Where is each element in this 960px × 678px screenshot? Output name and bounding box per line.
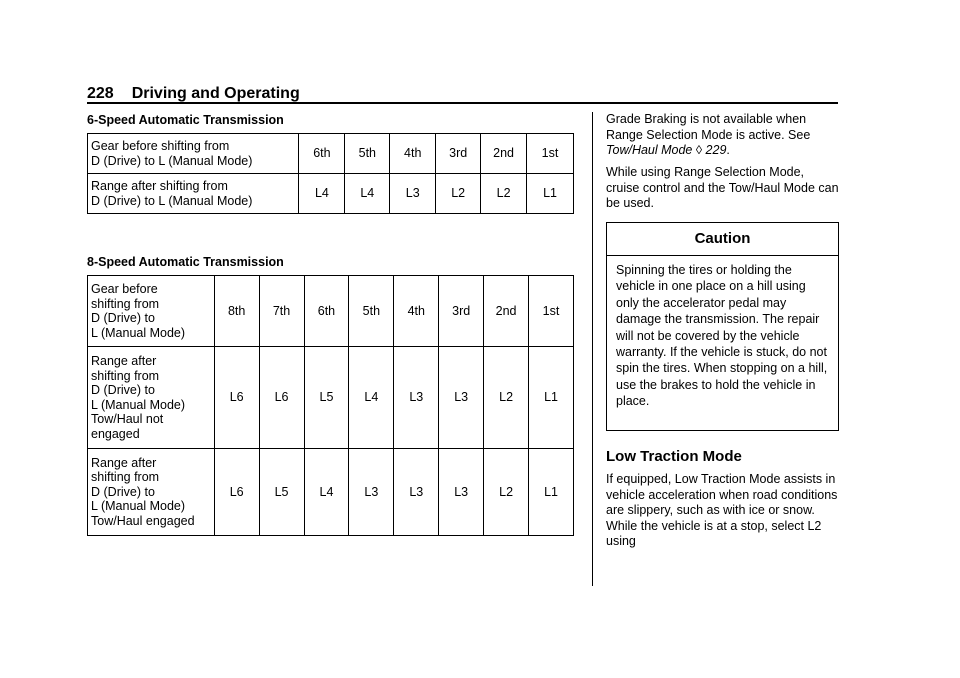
table-cell: L4 (349, 347, 394, 449)
paragraph-text: If equipped, Low Traction Mode assists in vehicle acceleration when road conditions are slippery, such as with ice or snow. While the vehicle is at a stop, select L2 using (606, 472, 838, 548)
page-number: 228 (87, 85, 114, 102)
row-label-text: Range after shifting from D (Drive) to L (Manual Mode) Tow/Haul engaged (91, 455, 195, 528)
chapter-title: Driving and Operating (131, 85, 300, 102)
table-cell: 2nd (484, 276, 529, 347)
table-row (88, 174, 574, 214)
paragraph-text: Grade Braking is not available when Range Selection Mode is active. See (606, 112, 811, 142)
table-cell: L3 (394, 449, 439, 536)
table-cell: 8th (214, 276, 259, 347)
table-row (88, 347, 574, 449)
table-cell: L1 (529, 449, 574, 536)
table-cell: L2 (436, 174, 481, 214)
table-cell: 3rd (439, 276, 484, 347)
page-header (87, 84, 838, 104)
paragraph-end: . (726, 143, 730, 157)
table-cell: L3 (349, 449, 394, 536)
header-rule (87, 102, 838, 104)
row-label-text: Range after shifting from D (Drive) to L (Manual Mode) Tow/Haul not engaged (91, 354, 186, 441)
table-cell: L1 (529, 347, 574, 449)
table-cell: L2 (484, 347, 529, 449)
table-cell: L5 (304, 347, 349, 449)
table-cell: 4th (394, 276, 439, 347)
table-cell: 1st (529, 276, 574, 347)
table-cell: 4th (390, 134, 436, 174)
table-cell: 7th (259, 276, 304, 347)
row-label (88, 174, 299, 214)
tow-haul-mode-link[interactable]: Tow/Haul Mode (606, 143, 693, 157)
table-cell: L2 (484, 449, 529, 536)
range-selection-paragraph (606, 165, 840, 212)
table-cell: L6 (214, 347, 259, 449)
row-label (88, 347, 215, 449)
table-row (88, 134, 574, 174)
row-label-text: Gear before shifting from D (Drive) to L (Manual Mode) (91, 282, 186, 340)
table-cell: 6th (299, 134, 345, 174)
low-traction-paragraph (606, 472, 840, 550)
column-divider (592, 112, 593, 586)
row-label (88, 449, 215, 536)
eight-speed-table (87, 275, 574, 536)
table-cell: L4 (304, 449, 349, 536)
table-cell: L4 (345, 174, 390, 214)
table-cell: L2 (481, 174, 527, 214)
table-row (88, 276, 574, 347)
page-ref-icon: ◊ (695, 143, 703, 157)
six-speed-table (87, 133, 574, 214)
table-cell: L3 (390, 174, 436, 214)
row-label-text: Range after shifting from D (Drive) to L (Manual Mode) (91, 179, 253, 208)
paragraph-text: While using Range Selection Mode, cruise control and the Tow/Haul Mode can be used. (606, 165, 839, 210)
table-cell: L1 (527, 174, 574, 214)
table-cell: L3 (439, 347, 484, 449)
row-label-text: Gear before shifting from D (Drive) to L (Manual Mode) (91, 139, 253, 168)
table-cell: 6th (304, 276, 349, 347)
table-row (88, 449, 574, 536)
table-cell: L3 (439, 449, 484, 536)
table-cell: L6 (259, 347, 304, 449)
table-cell: L5 (259, 449, 304, 536)
table-cell: 3rd (436, 134, 481, 174)
table-cell: 5th (349, 276, 394, 347)
table-cell: L4 (299, 174, 345, 214)
row-label (88, 134, 299, 174)
table-cell: 5th (345, 134, 390, 174)
row-label (88, 276, 215, 347)
caution-title: Caution (607, 223, 838, 256)
table-cell: 2nd (481, 134, 527, 174)
page-ref-number[interactable]: 229 (705, 143, 727, 157)
table6-title: 6-Speed Automatic Transmission (87, 113, 284, 127)
table8-title: 8-Speed Automatic Transmission (87, 255, 284, 269)
caution-body: Spinning the tires or holding the vehicle in one place on a hill using only the accelerator pedal may damage the transmission. The repair will not be covered by the vehicle warranty. If the vehicle is stuck, do not spin the tires. When stopping on a hill, use the brakes to hold the vehicle in place. (616, 263, 828, 409)
grade-braking-paragraph (606, 112, 840, 159)
table-cell: L6 (214, 449, 259, 536)
caution-box (606, 222, 839, 431)
table-cell: 1st (527, 134, 574, 174)
low-traction-heading: Low Traction Mode (606, 448, 742, 465)
table-cell: L3 (394, 347, 439, 449)
